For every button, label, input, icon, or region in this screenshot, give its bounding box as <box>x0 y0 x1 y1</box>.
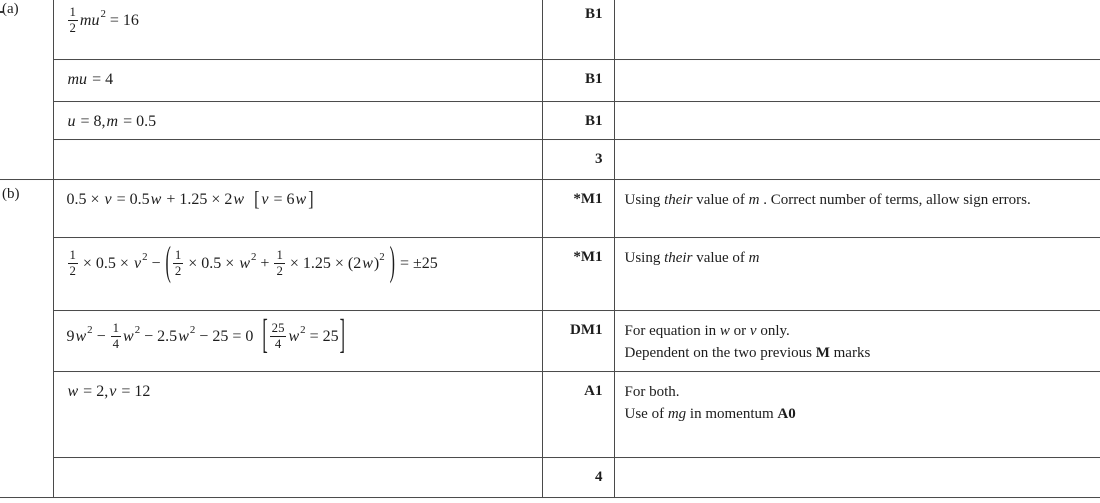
table-row <box>0 60 1100 102</box>
math-expression: $\frac{1}{2}$ × 0.5 × v 2 − ( $\frac{1}{2}$ × 0.5 × w 2 + $\frac{1}{2}$ × 1.25 × (2 w ) 2 ) = ±25 <box>69 240 438 285</box>
working-cell-a3 <box>53 102 542 140</box>
comment-cell-b2 <box>614 238 1100 311</box>
working-cell-b4 <box>53 372 542 458</box>
math-expression: mu = 4 <box>67 71 114 89</box>
comment-line: Using their value of m . Correct number of terms, allow sign errors. <box>624 192 1031 209</box>
comment-cell-a-total <box>614 140 1100 180</box>
comment-cell-a3 <box>614 102 1100 140</box>
table-row <box>0 311 1100 372</box>
comment-cell-b1 <box>614 180 1100 238</box>
table-row-total-b <box>0 458 1100 498</box>
total-marks-b: 4 <box>542 458 614 498</box>
math-expression: w = 2, v = 12 <box>67 383 151 401</box>
comment-cell-b-total <box>614 458 1100 498</box>
working-cell-b1 <box>53 180 542 238</box>
table-row <box>0 180 1100 238</box>
table-row <box>0 0 1100 60</box>
table-row-total-a <box>0 140 1100 180</box>
total-marks-a: 3 <box>542 140 614 180</box>
comment-cell-a2 <box>614 60 1100 102</box>
math-expression: u = 8, m = 0.5 <box>67 113 157 131</box>
mark-cell-a3: B1 <box>542 102 614 140</box>
table-row <box>0 372 1100 458</box>
comment-cell-b3 <box>614 311 1100 372</box>
mark-cell-b4: A1 <box>542 372 614 458</box>
mark-cell-b2: *M1 <box>542 238 614 311</box>
working-cell-b-total <box>53 458 542 498</box>
comment-line: Using their value of m <box>624 250 760 267</box>
mark-cell-a1: B1 <box>542 0 614 60</box>
part-label-a: (a) <box>0 0 53 180</box>
working-cell-a2 <box>53 60 542 102</box>
mark-cell-a2: B1 <box>542 60 614 102</box>
working-cell-b3 <box>53 311 542 372</box>
math-expression: 0.5 × v = 0.5 w + 1.25 × 2 w [ v = 6 w ] <box>66 187 314 211</box>
math-expression: $\frac{1}{2}$ mu 2 = 16 <box>69 5 139 36</box>
table-row <box>0 102 1100 140</box>
comment-line: Dependent on the two previous M marks <box>624 345 871 362</box>
comment-line: For both. <box>624 384 680 401</box>
working-cell-a1 <box>53 0 542 60</box>
mark-cell-b1: *M1 <box>542 180 614 238</box>
mark-cell-b3: DM1 <box>542 311 614 372</box>
math-expression: 9 w 2 − $\frac{1}{4}$ w 2 − 2.5 w 2 − 25 = 0 [ $\frac{25}{4}$ w 2 = 25 ] <box>66 313 345 358</box>
comment-cell-a1 <box>614 0 1100 60</box>
table-row <box>0 238 1100 311</box>
part-label-b: (b) <box>0 180 53 498</box>
comment-line: For equation in w or v only. <box>624 323 790 340</box>
comment-cell-b4 <box>614 372 1100 458</box>
working-cell-b2 <box>53 238 542 311</box>
comment-line: Use of mg in momentum A0 <box>624 406 796 423</box>
working-cell-a-total <box>53 140 542 180</box>
